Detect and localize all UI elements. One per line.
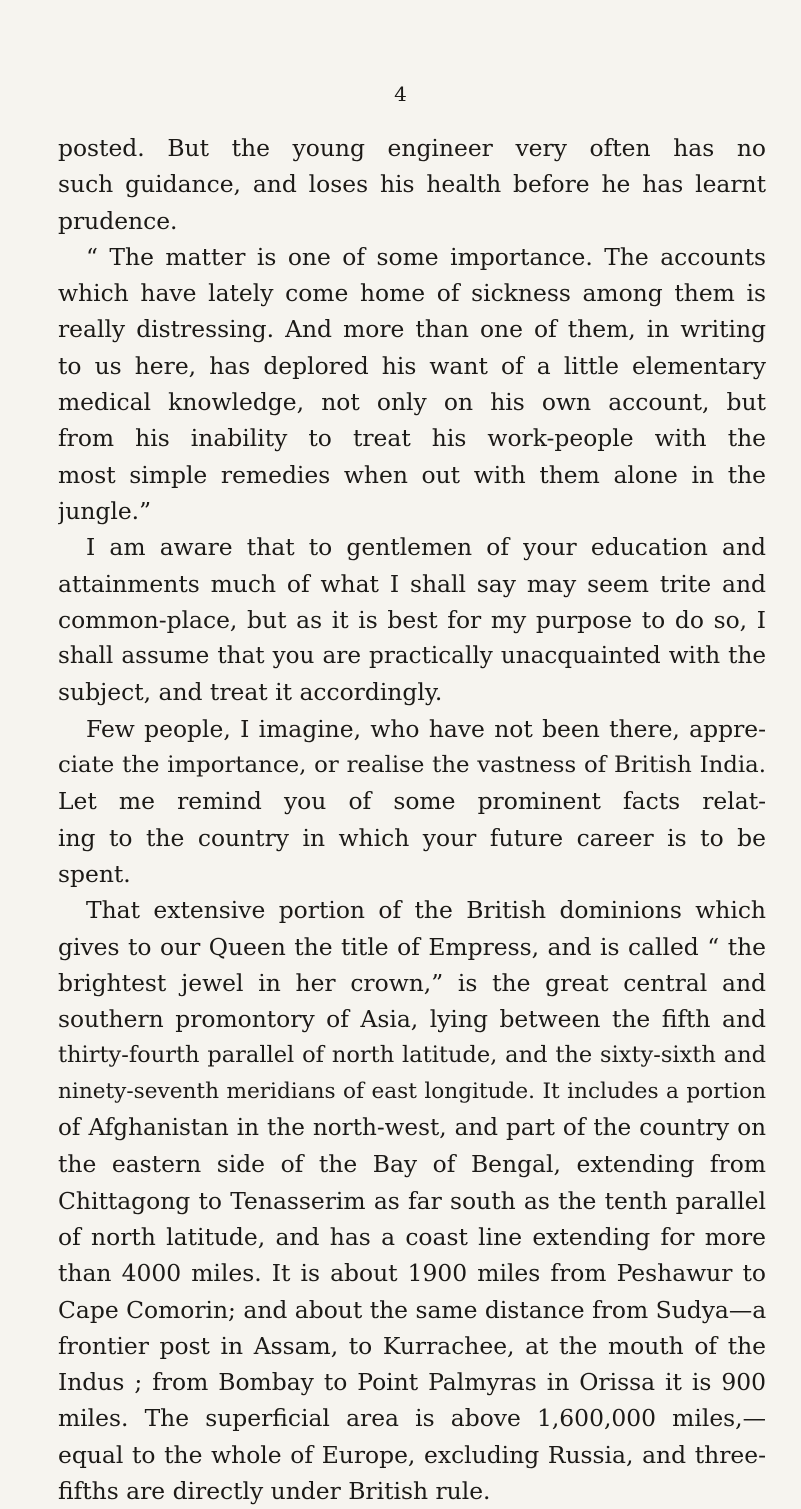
text-line: southern promontory of Asia, lying between the fifth and xyxy=(58,1005,766,1034)
text-line: Indus ; from Bombay to Point Palmyras in Orissa it is 900 xyxy=(58,1368,766,1397)
text-line: prudence. xyxy=(58,206,178,235)
page-number: 4 xyxy=(394,82,407,106)
text-line: equal to the whole of Europe, excluding Russia, and three- xyxy=(58,1440,766,1469)
text-line: subject, and treat it accordingly. xyxy=(58,678,443,707)
text-line: Cape Comorin; and about the same distance from Sudya—a xyxy=(58,1295,766,1324)
text-line: miles. The superficial area is above 1,600,000 miles,— xyxy=(58,1404,766,1433)
text-line: fifths are directly under British rule. xyxy=(58,1476,491,1505)
text-line: brightest jewel in her crown,” is the great central and xyxy=(58,968,766,997)
text-line: most simple remedies when out with them alone in the xyxy=(58,460,766,489)
text-line: shall assume that you are practically unacquainted with the xyxy=(58,643,766,670)
text-line: That extensive portion of the British dominions which xyxy=(86,896,766,925)
text-line: frontier post in Assam, to Kurrachee, at the mouth of the xyxy=(58,1331,766,1360)
text-line: than 4000 miles. It is about 1900 miles from Peshawur to xyxy=(58,1259,766,1288)
text-line: medical knowledge, not only on his own account, but xyxy=(58,388,766,417)
text-line: such guidance, and loses his health before he has learnt xyxy=(58,170,766,199)
text-line: of north latitude, and has a coast line extending for more xyxy=(58,1222,766,1251)
text-line: ninety-seventh meridians of east longitude. It includes a portion xyxy=(58,1078,766,1104)
text-line: Let me remind you of some prominent facts relat- xyxy=(58,787,766,816)
text-line: posted. But the young engineer very often has no xyxy=(58,134,766,162)
text-line: of Afghanistan in the north-west, and part of the country on xyxy=(58,1115,766,1142)
body-text xyxy=(58,130,766,1509)
text-line: the eastern side of the Bay of Bengal, extending from xyxy=(58,1150,766,1179)
text-line: jungle.” xyxy=(58,496,152,525)
text-line: “ The matter is one of some importance. The accounts xyxy=(86,242,766,271)
text-line: common-place, but as it is best for my purpose to do so, I xyxy=(58,605,766,634)
text-line: gives to our Queen the title of Empress, and is called “ the xyxy=(58,932,766,961)
text-line: I am aware that to gentlemen of your education and xyxy=(86,533,766,562)
text-line: to us here, has deplored his want of a little elementary xyxy=(58,351,766,380)
text-line: attainments much of what I shall say may seem trite and xyxy=(58,569,766,598)
text-line: ing to the country in which your future career is to be xyxy=(58,823,766,852)
text-line: spent. xyxy=(58,859,131,888)
text-line: Chittagong to Tenasserim as far south as the tenth parallel xyxy=(58,1186,766,1215)
text-line: which have lately come home of sickness among them is xyxy=(58,279,766,308)
text-line: thirty-fourth parallel of north latitude, and the sixty-sixth and xyxy=(58,1042,766,1069)
text-line: ciate the importance, or realise the vastness of British India. xyxy=(58,752,766,779)
text-line: from his inability to treat his work-people with the xyxy=(58,424,766,453)
text-line: really distressing. And more than one of them, in writing xyxy=(58,315,766,344)
text-line: Few people, I imagine, who have not been there, appre- xyxy=(86,714,766,743)
